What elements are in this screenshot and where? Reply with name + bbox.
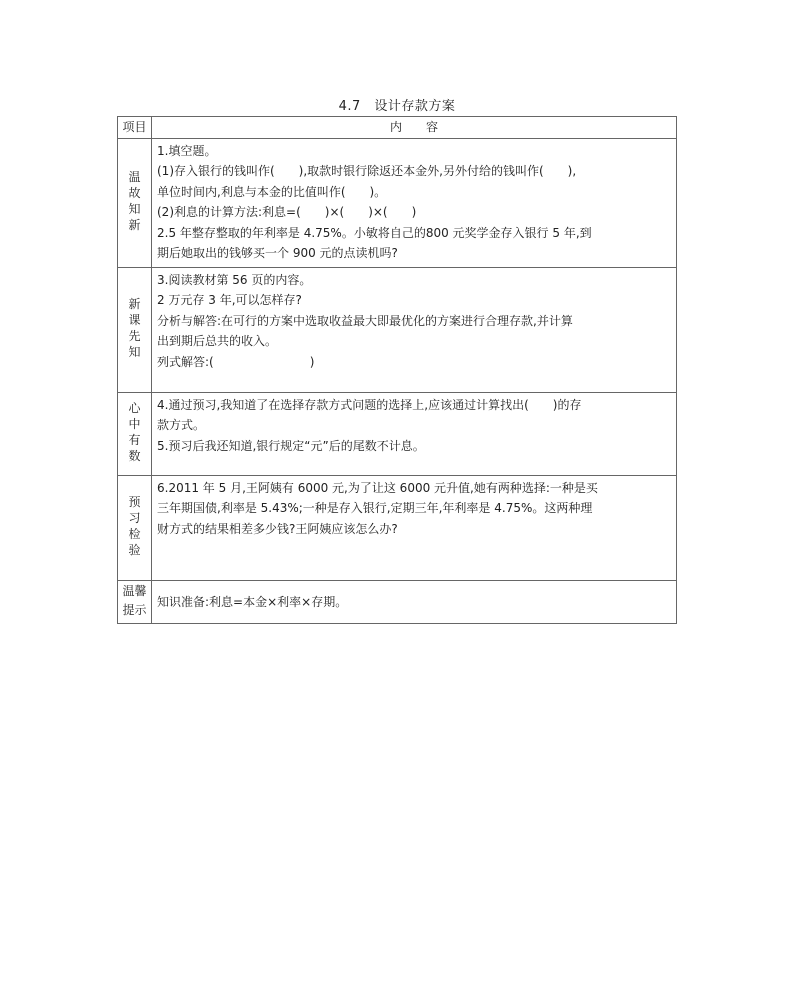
content-line: 知识准备:利息=本金×利率×存期。: [157, 595, 348, 610]
header-content-cell: 内 容: [152, 117, 677, 139]
table-row-preview: [118, 267, 677, 392]
content-line: 出到期后总共的收入。: [157, 334, 278, 348]
row-content-mindful: [152, 392, 677, 475]
content-line: 1.填空题。: [157, 143, 217, 158]
content-line: 列式解答:( ): [157, 354, 315, 369]
row-label-mindful: 心中有数: [118, 392, 152, 475]
content-line: (2)利息的计算方法:利息=( )×( )×( ): [157, 205, 417, 219]
content-line: 5.预习后我还知道,银行规定“元”后的尾数不计息。: [157, 438, 425, 453]
table-row-check: [118, 475, 677, 580]
row-content-preview: [152, 267, 677, 392]
row-content-review: [152, 138, 677, 267]
table-row-mindful: [118, 392, 677, 475]
content-line: 期后她取出的钱够买一个 900 元的点读机吗?: [157, 246, 398, 260]
row-label-tips: 温馨提示: [118, 580, 152, 623]
row-label-check: 预习检验: [118, 475, 152, 580]
page-title: 4.7 设计存款方案: [338, 99, 456, 114]
content-line: 2.5 年整存整取的年利率是 4.75%。小敏将自己的800 元奖学金存入银行 5 年,到: [157, 225, 592, 240]
content-line: 分析与解答:在可行的方案中选取收益最大即最优化的方案进行合理存款,并计算: [157, 313, 573, 328]
row-content-tips: [152, 580, 677, 623]
content-line: 财方式的结果相差多少钱?王阿姨应该怎么办?: [157, 521, 398, 536]
row-content-check: [152, 475, 677, 580]
header-item-cell: 项目: [118, 117, 152, 139]
content-line: 款方式。: [157, 418, 206, 432]
table-row-review: [118, 138, 677, 267]
study-plan-table: [117, 116, 677, 624]
content-line: 6.2011 年 5 月,王阿姨有 6000 元,为了让这 6000 元升值,她有两种选择:一种是买: [157, 480, 598, 495]
row-label-review: 温故知新: [118, 138, 152, 267]
content-line: (1)存入银行的钱叫作( ),取款时银行除返还本金外,另外付给的钱叫作( ),: [157, 164, 577, 178]
content-line: 3.阅读教材第 56 页的内容。: [157, 272, 312, 287]
row-label-preview: 新课先知: [118, 267, 152, 392]
content-line: 2 万元存 3 年,可以怎样存?: [157, 293, 302, 307]
content-line: 单位时间内,利息与本金的比值叫作( )。: [157, 184, 387, 199]
table-row-tips: [118, 580, 677, 623]
table-header-row: [118, 117, 677, 139]
content-line: 4.通过预习,我知道了在选择存款方式问题的选择上,应该通过计算找出( )的存: [157, 397, 582, 412]
content-line: 三年期国债,利率是 5.43%;一种是存入银行,定期三年,年利率是 4.75%。这两种理: [157, 501, 593, 515]
